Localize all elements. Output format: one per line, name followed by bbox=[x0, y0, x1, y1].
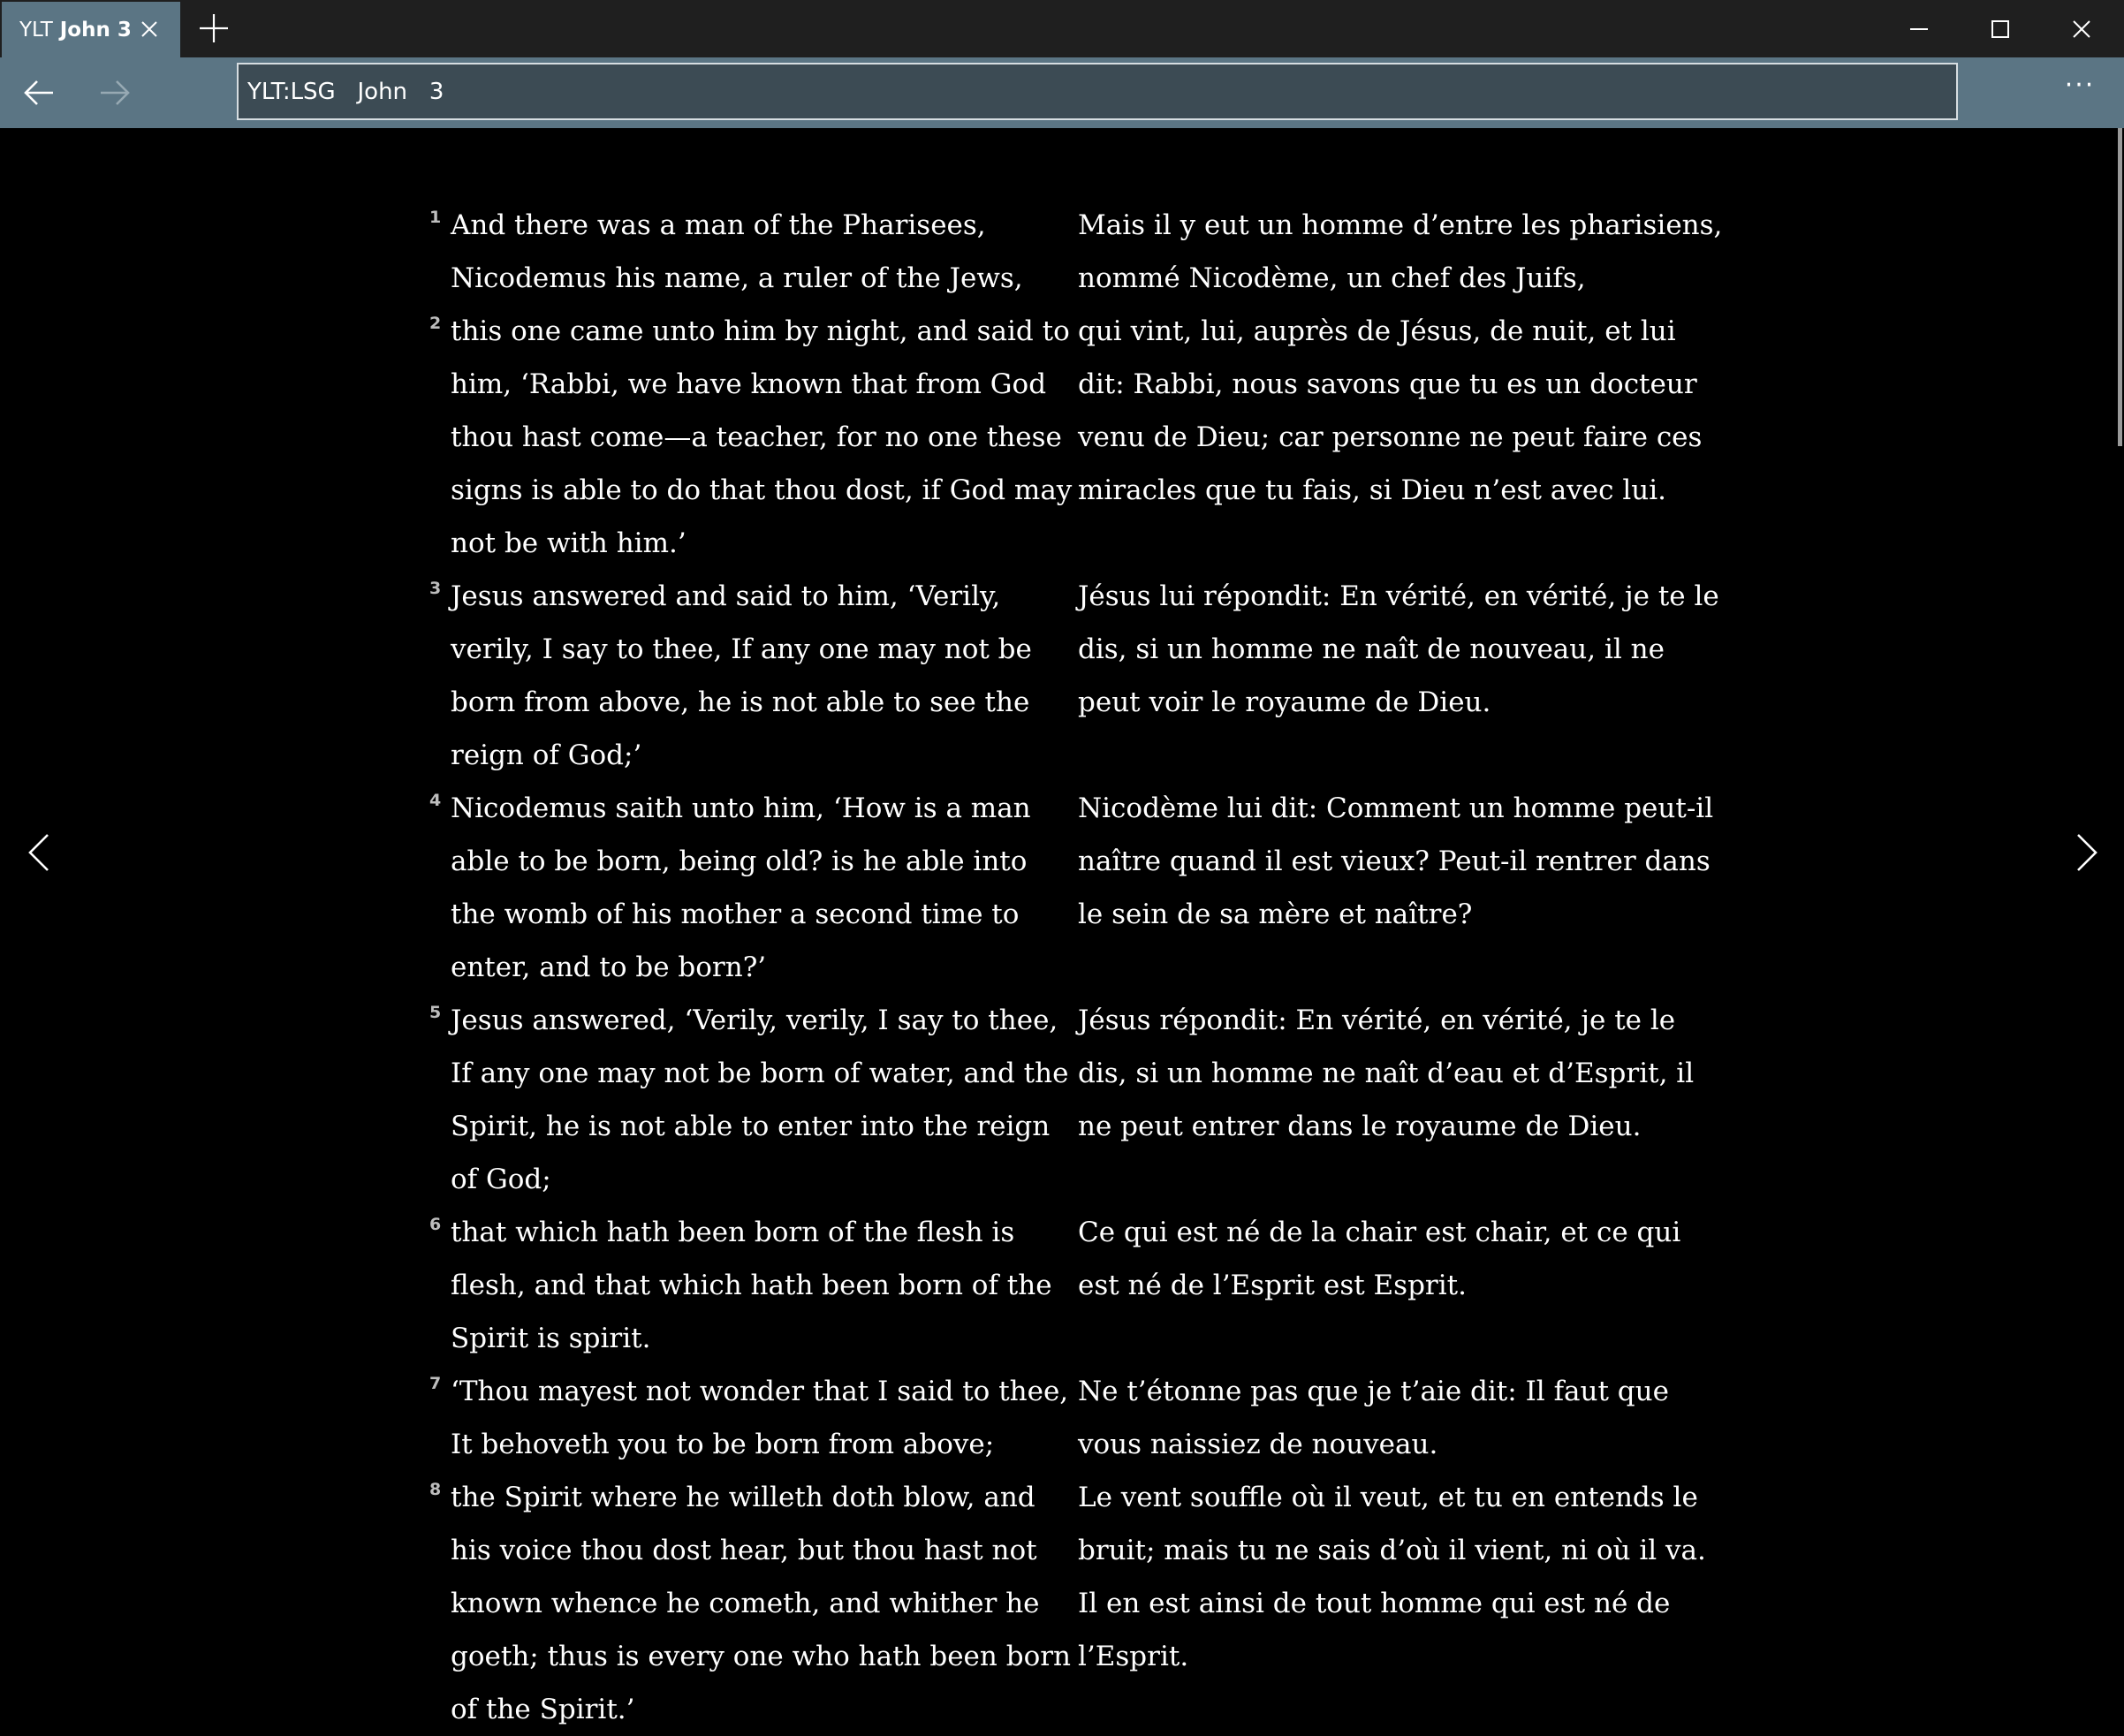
verse-french bbox=[1078, 570, 1723, 782]
tab-close-icon[interactable] bbox=[138, 18, 161, 41]
verse-row bbox=[424, 1206, 1723, 1365]
verse-english bbox=[424, 1365, 1078, 1471]
verse-english bbox=[424, 994, 1078, 1206]
back-button[interactable] bbox=[18, 73, 62, 112]
verse-french bbox=[1078, 1471, 1723, 1736]
verse-number: 7 bbox=[429, 1374, 442, 1393]
verse-number: 4 bbox=[429, 791, 442, 810]
verse-french bbox=[1078, 994, 1723, 1206]
verse-french bbox=[1078, 782, 1723, 994]
navigation-bar bbox=[0, 57, 2124, 128]
close-window-button[interactable] bbox=[2041, 0, 2122, 57]
verse-number: 1 bbox=[429, 208, 442, 227]
verse-row bbox=[424, 1365, 1723, 1471]
verse-row bbox=[424, 782, 1723, 994]
verse-text-english: Jesus answered, ‘Verily, verily, I say to thee, If any one may not be born of water, and the Spirit, he is not able to enter into the reign of God; bbox=[451, 1004, 1069, 1195]
verse-french bbox=[1078, 199, 1723, 305]
verse-english bbox=[424, 782, 1078, 994]
verse-number: 5 bbox=[429, 1003, 442, 1022]
verse-number: 3 bbox=[429, 579, 442, 598]
verse-english bbox=[424, 305, 1078, 570]
verse-text-french: Jésus lui répondit: En vérité, en vérité, je te le dis, si un homme ne naît de nouveau, il ne peut voir le royaume de Dieu. bbox=[1078, 580, 1719, 718]
arrow-left-icon bbox=[18, 73, 62, 112]
verse-row bbox=[424, 305, 1723, 570]
verse-text-french: qui vint, lui, auprès de Jésus, de nuit, et lui dit: Rabbi, nous savons que tu es un docteur venu de Dieu; car personne ne peut faire ces miracles que tu fais, si Dieu n’est avec lui. bbox=[1078, 315, 1703, 506]
forward-button[interactable] bbox=[92, 73, 136, 112]
verse-text-french: Jésus répondit: En vérité, en vérité, je te le dis, si un homme ne naît d’eau et d’Esprit, il ne peut entrer dans le royaume de Dieu. bbox=[1078, 1004, 1695, 1142]
verse-row bbox=[424, 994, 1723, 1206]
verse-text-english: And there was a man of the Pharisees, Nicodemus his name, a ruler of the Jews, bbox=[451, 209, 1023, 294]
verse-english bbox=[424, 1206, 1078, 1365]
verse-text-french: Mais il y eut un homme d’entre les pharisiens, nommé Nicodème, un chef des Juifs, bbox=[1078, 209, 1723, 294]
verse-french bbox=[1078, 1365, 1723, 1471]
previous-chapter-button[interactable] bbox=[21, 826, 57, 879]
verse-text-english: Nicodemus saith unto him, ‘How is a man able to be born, being old? is he able into the womb of his mother a second time to enter, and to be born?’ bbox=[451, 792, 1031, 983]
reading-pane bbox=[0, 128, 2124, 1725]
verse-text-english: that which hath been born of the flesh is flesh, and that which hath been born of the Spirit is spirit. bbox=[451, 1217, 1052, 1354]
verse-french bbox=[1078, 305, 1723, 570]
verse-number: 2 bbox=[429, 314, 442, 333]
arrow-right-icon bbox=[92, 73, 136, 112]
verse-number: 6 bbox=[429, 1215, 442, 1234]
verse-text-french: Ne t’étonne pas que je t’aie dit: Il faut que vous naissiez de nouveau. bbox=[1078, 1376, 1669, 1460]
verse-text-english: this one came unto him by night, and said to him, ‘Rabbi, we have known that from God thou hast come—a teacher, for no one these signs is able to do that thou dost, if God may not be with him.’ bbox=[451, 315, 1073, 559]
verse-french bbox=[1078, 1206, 1723, 1365]
title-bar bbox=[0, 0, 2124, 57]
scrollbar[interactable] bbox=[2118, 128, 2122, 446]
verse-row bbox=[424, 1471, 1723, 1736]
verse-english bbox=[424, 199, 1078, 305]
tab-title-prefix: YLT bbox=[19, 18, 53, 42]
verse-text-english: ‘Thou mayest not wonder that I said to thee, It behoveth you to be born from above; bbox=[451, 1376, 1069, 1460]
minimize-icon bbox=[1908, 18, 1931, 41]
verse-english bbox=[424, 1471, 1078, 1736]
next-chapter-button[interactable] bbox=[2069, 826, 2105, 879]
parallel-verses bbox=[424, 199, 1723, 1736]
chevron-left-icon bbox=[21, 826, 57, 879]
verse-number: 8 bbox=[429, 1480, 442, 1499]
tab-active[interactable] bbox=[2, 2, 180, 57]
tab-title-main: John 3 bbox=[59, 18, 132, 42]
verse-text-english: Jesus answered and said to him, ‘Verily, verily, I say to thee, If any one may not be born from above, he is not able to see the reign of God;’ bbox=[451, 580, 1032, 771]
more-options-button[interactable]: ··· bbox=[2064, 70, 2096, 101]
verse-text-french: Ce qui est né de la chair est chair, et ce qui est né de l’Esprit est Esprit. bbox=[1078, 1217, 1681, 1301]
maximize-icon bbox=[1989, 18, 2012, 41]
address-input[interactable]: YLT:LSG John 3 bbox=[237, 63, 1958, 120]
verse-text-french: Le vent souffle où il veut, et tu en entends le bruit; mais tu ne sais d’où il vient, ni où il va. Il en est ainsi de tout homme qui est né de l’Esprit. bbox=[1078, 1482, 1706, 1672]
maximize-button[interactable] bbox=[1960, 0, 2041, 57]
verse-text-english: the Spirit where he willeth doth blow, and his voice thou dost hear, but thou hast not known whence he cometh, and whither he goeth; thus is every one who hath been born of the Spirit.’ bbox=[451, 1482, 1072, 1725]
close-icon bbox=[2070, 18, 2093, 41]
verse-row bbox=[424, 570, 1723, 782]
minimize-button[interactable] bbox=[1878, 0, 1960, 57]
verse-english bbox=[424, 570, 1078, 782]
chevron-right-icon bbox=[2069, 826, 2105, 879]
new-tab-icon[interactable] bbox=[196, 11, 231, 46]
verse-text-french: Nicodème lui dit: Comment un homme peut-il naître quand il est vieux? Peut-il rentrer dans le sein de sa mère et naître? bbox=[1078, 792, 1714, 930]
verse-row bbox=[424, 199, 1723, 305]
